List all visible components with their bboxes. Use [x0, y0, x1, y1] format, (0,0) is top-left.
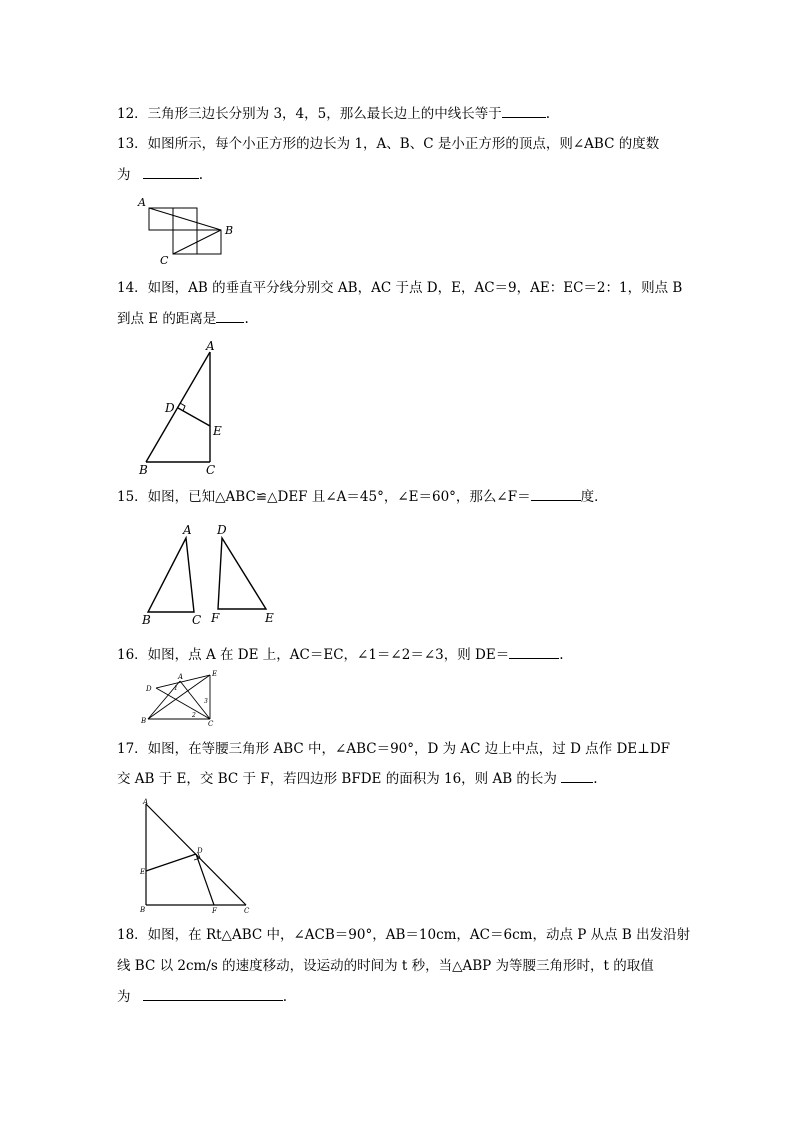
label-A: A: [178, 673, 184, 681]
answer-blank[interactable]: [502, 105, 546, 118]
answer-blank[interactable]: [143, 166, 199, 179]
question-17-prefix: 交 AB 于 E，交 BC 于 F，若四边形 BFDE 的面积为 16，则 AB 的长为: [117, 771, 562, 787]
question-18-end: .: [282, 989, 288, 1005]
label-E: E: [212, 670, 218, 678]
label-D: D: [165, 401, 175, 415]
question-16: [117, 646, 564, 664]
figure-13: [133, 192, 245, 266]
question-14-line2: [117, 310, 249, 328]
label-E: E: [265, 611, 274, 625]
question-13-prefix: 为: [117, 167, 135, 183]
question-17-line2: [117, 770, 598, 788]
label-A: A: [138, 196, 146, 209]
question-17-end: .: [593, 771, 598, 787]
label-B: B: [225, 224, 234, 237]
question-14-line1: 14．如图，AB 的垂直平分线分别交 AB，AC 于点 D，E，AC＝9，AE：EC＝2：1，则点 B: [117, 280, 683, 296]
question-16-end: .: [559, 647, 564, 663]
question-12-text: 12．三角形三边长分别为 3，4，5，那么最长边上的中线长等于: [117, 106, 502, 122]
figure-15: [136, 520, 286, 628]
label-A: A: [183, 523, 192, 537]
question-14-end: .: [244, 311, 249, 327]
answer-blank[interactable]: [216, 310, 244, 323]
label-C: C: [206, 463, 216, 477]
label-D: D: [217, 523, 227, 537]
label-F: F: [212, 907, 217, 915]
question-13-line1: 13．如图所示，每个小正方形的边长为 1，A、B、C 是小正方形的顶点，则∠ABC 的度数: [117, 136, 660, 152]
label-C: C: [160, 254, 169, 266]
label-F: F: [211, 611, 220, 625]
question-12: [117, 105, 550, 123]
label-A: A: [143, 798, 149, 806]
question-15-text: 15．如图，已知△ABC≌△DEF 且∠A＝45°，∠E＝60°，那么∠F＝: [117, 489, 531, 505]
label-B: B: [141, 717, 147, 725]
answer-blank[interactable]: [531, 488, 581, 501]
label-A: A: [206, 339, 215, 353]
label-C: C: [192, 613, 202, 627]
question-13-line2: [117, 166, 203, 184]
label-D: D: [146, 685, 152, 693]
figure-17: [136, 798, 256, 916]
question-18-line2: [117, 957, 654, 975]
label-3: 3: [204, 698, 208, 705]
question-13: [117, 135, 659, 153]
label-B: B: [142, 613, 151, 627]
label-C: C: [244, 907, 250, 915]
label-D: D: [197, 847, 203, 855]
question-18: [117, 926, 690, 944]
question-14: [117, 279, 682, 297]
question-18-line1: 18．如图，在 Rt△ABC 中，∠ACB＝90°，AB＝10cm，AC＝6cm，动点 P 从点 B 出发沿射: [117, 927, 691, 943]
label-C: C: [208, 720, 214, 727]
answer-blank[interactable]: [561, 770, 593, 783]
question-18-prefix: 为: [117, 989, 135, 1005]
question-16-text: 16．如图，点 A 在 DE 上，AC＝EC，∠1＝∠2＝∠3，则 DE＝: [117, 647, 510, 663]
label-E: E: [213, 424, 222, 438]
question-17: [117, 740, 670, 758]
question-15: [117, 488, 608, 506]
label-B: B: [139, 463, 148, 477]
label-E: E: [140, 868, 146, 876]
question-18-line3: [117, 988, 287, 1006]
figure-14: [132, 338, 232, 480]
label-2: 2: [192, 712, 196, 719]
question-18-line2-text: 线 BC 以 2cm/s 的速度移动，设运动的时间为 t 秒，当△ABP 为等腰三角形时，t 的取值: [117, 958, 654, 974]
label-1: 1: [174, 685, 178, 692]
figure-16: [140, 669, 222, 727]
question-14-prefix: 到点 E 的距离是: [117, 311, 217, 327]
answer-blank[interactable]: [143, 988, 283, 1001]
question-12-end: .: [545, 106, 551, 122]
label-B: B: [140, 906, 146, 914]
answer-blank[interactable]: [509, 646, 559, 659]
question-13-end: .: [198, 167, 204, 183]
question-17-line1: 17．如图，在等腰三角形 ABC 中，∠ABC＝90°，D 为 AC 边上中点，过 D 点作 DE⊥DF: [117, 741, 671, 757]
question-15-end: 度．: [580, 489, 608, 505]
